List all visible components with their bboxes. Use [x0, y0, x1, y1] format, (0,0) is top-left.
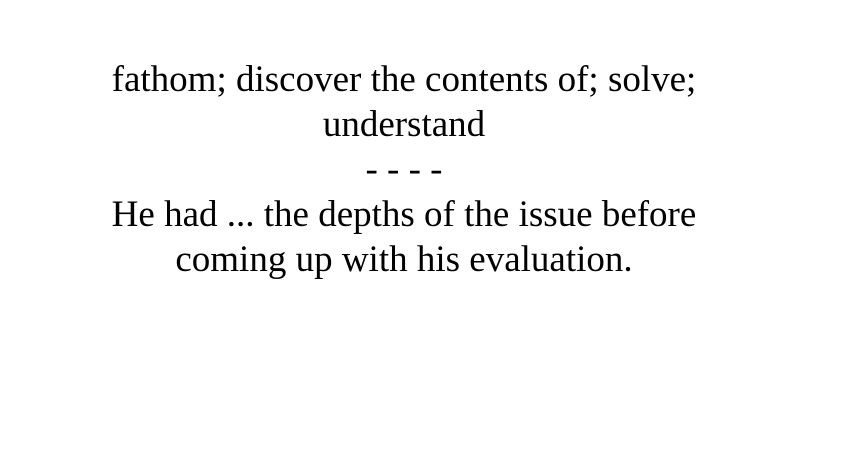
definition-text — [0, 57, 808, 147]
example-line-1: He had ... the depths of the issue before — [111, 194, 697, 235]
separator: - - - - — [365, 149, 443, 190]
example-sentence — [0, 192, 808, 282]
definition-line-1: fathom; discover the contents of; solve; — [111, 59, 697, 100]
definition-line-2: understand — [322, 104, 486, 145]
example-line-2: coming up with his evaluation. — [175, 239, 633, 280]
